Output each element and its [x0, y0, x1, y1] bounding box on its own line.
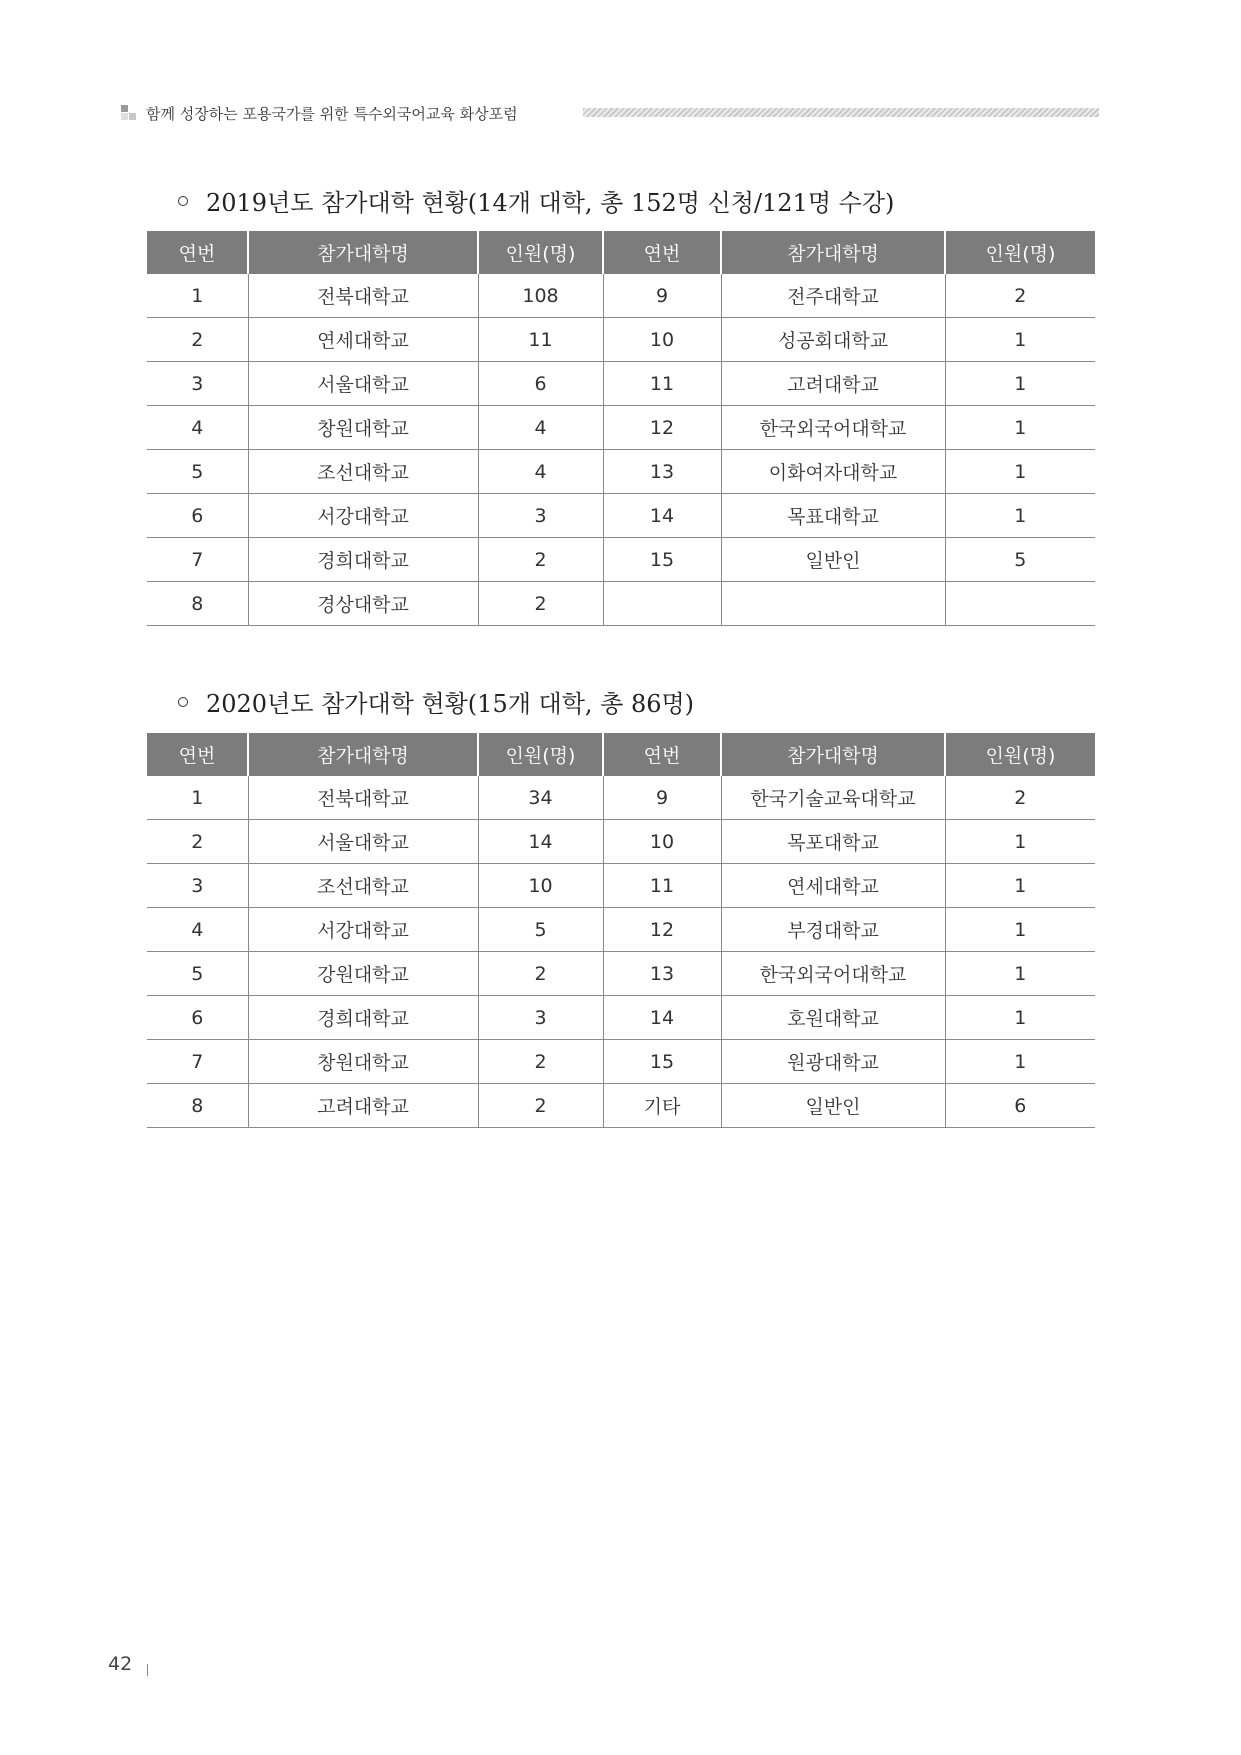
- headcount-cell: 1: [945, 318, 1095, 362]
- serial-cell: 10: [603, 318, 721, 362]
- column-header-headcount: 인원(명): [478, 231, 603, 274]
- headcount-cell: 1: [945, 864, 1095, 908]
- column-header-university: 참가대학명: [248, 733, 478, 776]
- column-header-university: 참가대학명: [721, 733, 945, 776]
- headcount-cell: 10: [478, 864, 603, 908]
- university-cell: 한국기술교육대학교: [721, 776, 945, 820]
- headcount-cell: 1: [945, 996, 1095, 1040]
- serial-cell: 11: [603, 864, 721, 908]
- university-cell: 고려대학교: [721, 362, 945, 406]
- table-row: [147, 318, 1095, 362]
- headcount-cell: 2: [945, 274, 1095, 318]
- column-header-university: 참가대학명: [248, 231, 478, 274]
- serial-cell: 3: [147, 864, 248, 908]
- headcount-cell: 2: [478, 1040, 603, 1084]
- table-row: [147, 908, 1095, 952]
- table-row: [147, 538, 1095, 582]
- serial-cell: 9: [603, 274, 721, 318]
- serial-cell: 9: [603, 776, 721, 820]
- university-cell: 창원대학교: [248, 406, 478, 450]
- table-row: [147, 952, 1095, 996]
- serial-cell: 8: [147, 1084, 248, 1128]
- column-header-headcount: 인원(명): [478, 733, 603, 776]
- column-header-serial: 연번: [603, 231, 721, 274]
- university-cell: 원광대학교: [721, 1040, 945, 1084]
- header-squares-icon: [121, 105, 137, 121]
- table-row: [147, 362, 1095, 406]
- column-header-serial: 연번: [147, 231, 248, 274]
- university-cell: 고려대학교: [248, 1084, 478, 1128]
- table-row: [147, 494, 1095, 538]
- headcount-cell: 11: [478, 318, 603, 362]
- headcount-cell: 1: [945, 362, 1095, 406]
- university-cell: 서강대학교: [248, 494, 478, 538]
- serial-cell: 기타: [603, 1084, 721, 1128]
- university-cell: 서강대학교: [248, 908, 478, 952]
- running-header: [121, 103, 1099, 127]
- column-header-serial: 연번: [147, 733, 248, 776]
- table-row: [147, 996, 1095, 1040]
- running-header-title: 함께 성장하는 포용국가를 위한 특수외국어교육 화상포럼: [146, 105, 518, 123]
- section-title-2020: [178, 687, 694, 721]
- section-title-text: 2020년도 참가대학 현황(15개 대학, 총 86명): [206, 690, 695, 718]
- headcount-cell: 2: [945, 776, 1095, 820]
- circle-bullet-icon: [178, 196, 188, 206]
- column-header-headcount: 인원(명): [945, 231, 1095, 274]
- university-cell: 전주대학교: [721, 274, 945, 318]
- university-cell: 일반인: [721, 1084, 945, 1128]
- serial-cell: 10: [603, 820, 721, 864]
- serial-cell: 3: [147, 362, 248, 406]
- serial-cell: 7: [147, 538, 248, 582]
- headcount-cell: 1: [945, 952, 1095, 996]
- serial-cell: 13: [603, 952, 721, 996]
- university-cell: [721, 582, 945, 626]
- serial-cell: 5: [147, 952, 248, 996]
- serial-cell: 7: [147, 1040, 248, 1084]
- participants-table-2020: [147, 733, 1095, 1128]
- university-cell: 경희대학교: [248, 996, 478, 1040]
- serial-cell: 2: [147, 820, 248, 864]
- header-hatched-rule: [583, 108, 1099, 117]
- column-header-headcount: 인원(명): [945, 733, 1095, 776]
- university-cell: 이화여자대학교: [721, 450, 945, 494]
- university-cell: 한국외국어대학교: [721, 406, 945, 450]
- serial-cell: 6: [147, 494, 248, 538]
- university-cell: 일반인: [721, 538, 945, 582]
- university-cell: 창원대학교: [248, 1040, 478, 1084]
- serial-cell: 2: [147, 318, 248, 362]
- headcount-cell: 2: [478, 952, 603, 996]
- serial-cell: 8: [147, 582, 248, 626]
- university-cell: 서울대학교: [248, 362, 478, 406]
- table-row: [147, 274, 1095, 318]
- university-cell: 성공회대학교: [721, 318, 945, 362]
- headcount-cell: 4: [478, 406, 603, 450]
- university-cell: 강원대학교: [248, 952, 478, 996]
- headcount-cell: 6: [478, 362, 603, 406]
- table-row: [147, 864, 1095, 908]
- university-cell: 부경대학교: [721, 908, 945, 952]
- table-row: [147, 820, 1095, 864]
- column-header-serial: 연번: [603, 733, 721, 776]
- university-cell: 조선대학교: [248, 864, 478, 908]
- university-cell: 한국외국어대학교: [721, 952, 945, 996]
- headcount-cell: 1: [945, 820, 1095, 864]
- serial-cell: 1: [147, 776, 248, 820]
- headcount-cell: 2: [478, 582, 603, 626]
- table-header-row: [147, 733, 1095, 776]
- headcount-cell: 1: [945, 908, 1095, 952]
- table-header-row: [147, 231, 1095, 274]
- university-cell: 경희대학교: [248, 538, 478, 582]
- headcount-cell: 5: [945, 538, 1095, 582]
- headcount-cell: 2: [478, 538, 603, 582]
- serial-cell: 12: [603, 406, 721, 450]
- serial-cell: 4: [147, 908, 248, 952]
- headcount-cell: 34: [478, 776, 603, 820]
- headcount-cell: 1: [945, 450, 1095, 494]
- section-title-text: 2019년도 참가대학 현황(14개 대학, 총 152명 신청/121명 수강): [206, 189, 895, 217]
- table-row: [147, 450, 1095, 494]
- serial-cell: 11: [603, 362, 721, 406]
- table-row: [147, 1040, 1095, 1084]
- headcount-cell: 6: [945, 1084, 1095, 1128]
- university-cell: 연세대학교: [721, 864, 945, 908]
- serial-cell: 14: [603, 996, 721, 1040]
- headcount-cell: 5: [478, 908, 603, 952]
- serial-cell: 12: [603, 908, 721, 952]
- serial-cell: 13: [603, 450, 721, 494]
- headcount-cell: 1: [945, 406, 1095, 450]
- university-cell: 전북대학교: [248, 776, 478, 820]
- headcount-cell: 3: [478, 494, 603, 538]
- page-number-divider: [147, 1664, 148, 1676]
- serial-cell: 1: [147, 274, 248, 318]
- serial-cell: 15: [603, 538, 721, 582]
- section-title-2019: [178, 186, 894, 220]
- headcount-cell: 2: [478, 1084, 603, 1128]
- participants-table-2019: [147, 231, 1095, 626]
- table-row: [147, 1084, 1095, 1128]
- university-cell: 전북대학교: [248, 274, 478, 318]
- headcount-cell: 108: [478, 274, 603, 318]
- headcount-cell: 4: [478, 450, 603, 494]
- university-cell: 연세대학교: [248, 318, 478, 362]
- headcount-cell: 14: [478, 820, 603, 864]
- university-cell: 목포대학교: [721, 820, 945, 864]
- headcount-cell: [945, 582, 1095, 626]
- university-cell: 경상대학교: [248, 582, 478, 626]
- page-number: 42: [108, 1653, 133, 1675]
- serial-cell: 4: [147, 406, 248, 450]
- table-row: [147, 776, 1095, 820]
- university-cell: 호원대학교: [721, 996, 945, 1040]
- circle-bullet-icon: [178, 697, 188, 707]
- column-header-university: 참가대학명: [721, 231, 945, 274]
- university-cell: 서울대학교: [248, 820, 478, 864]
- serial-cell: 14: [603, 494, 721, 538]
- table-row: [147, 582, 1095, 626]
- university-cell: 목표대학교: [721, 494, 945, 538]
- serial-cell: 5: [147, 450, 248, 494]
- serial-cell: [603, 582, 721, 626]
- serial-cell: 6: [147, 996, 248, 1040]
- serial-cell: 15: [603, 1040, 721, 1084]
- headcount-cell: 1: [945, 494, 1095, 538]
- headcount-cell: 3: [478, 996, 603, 1040]
- table-row: [147, 406, 1095, 450]
- university-cell: 조선대학교: [248, 450, 478, 494]
- headcount-cell: 1: [945, 1040, 1095, 1084]
